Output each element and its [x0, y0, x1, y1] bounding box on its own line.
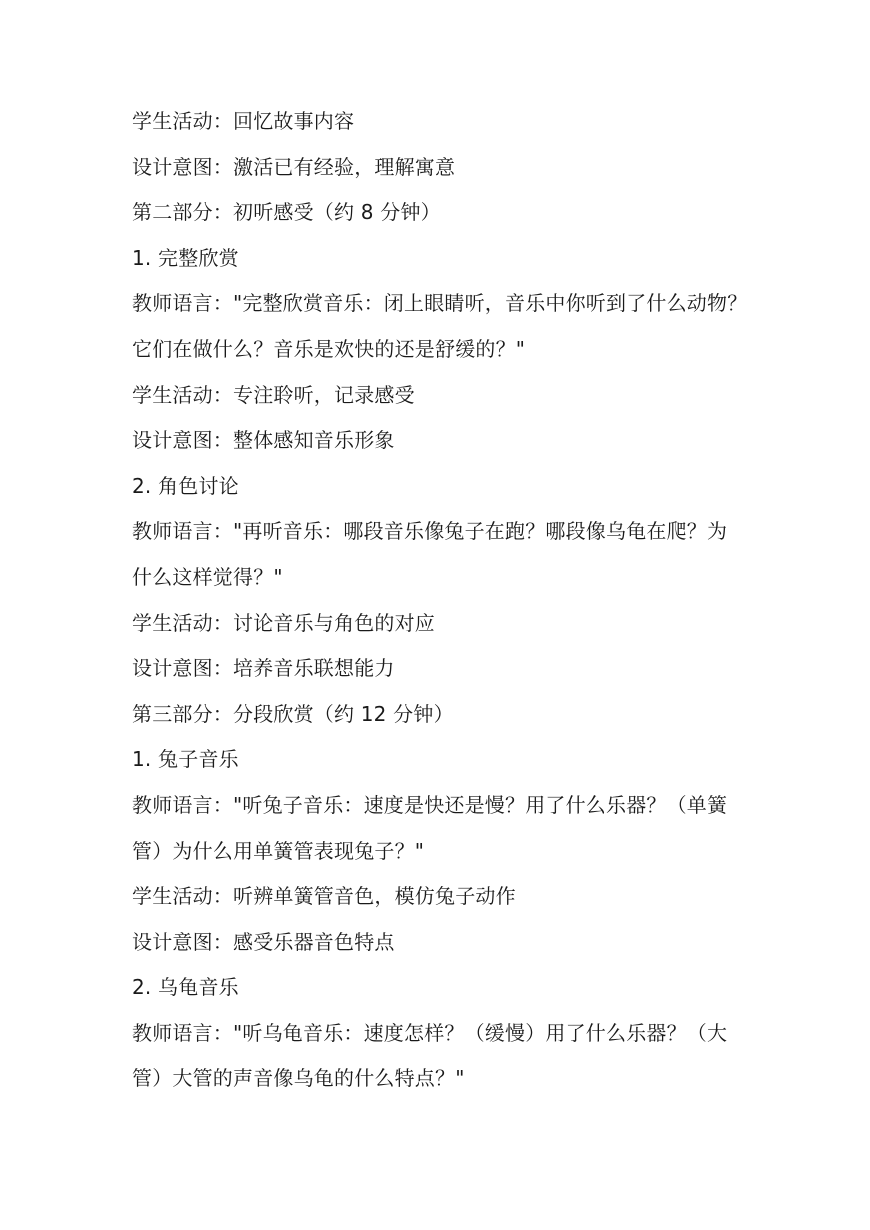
line-gap: [132, 315, 744, 338]
paragraph-line: 教师语言："听兔子音乐：速度是快还是慢？用了什么乐器？（单簧: [132, 792, 728, 817]
numbered-item: 1. 兔子音乐: [132, 747, 239, 772]
line-gap: [132, 862, 744, 885]
line-gap: [132, 361, 744, 384]
paragraph-line: 学生活动：听辨单簧管音色，模仿兔子动作: [132, 884, 516, 909]
line-gap: [132, 771, 744, 794]
paragraph-line: 教师语言："完整欣赏音乐：闭上眼睛听，音乐中你听到了什么动物？: [132, 291, 748, 316]
paragraph-line: 设计意图：培养音乐联想能力: [132, 656, 395, 681]
paragraph-line: 学生活动：回忆故事内容: [132, 109, 355, 133]
line-gap: [132, 589, 744, 612]
section-heading: 第三部分：分段欣赏（约 12 分钟）: [132, 701, 454, 726]
numbered-item: 2. 乌龟音乐: [132, 975, 239, 1000]
paragraph-line: 什么这样觉得？": [132, 564, 283, 589]
line-gap: [132, 224, 744, 247]
paragraph-line: 教师语言："再听音乐：哪段音乐像兔子在跑？哪段像乌龟在爬？为: [132, 519, 728, 544]
line-gap: [132, 406, 744, 429]
line-gap: [132, 498, 744, 521]
paragraph-line: 管）为什么用单簧管表现兔子？": [132, 838, 425, 863]
line-gap: [132, 452, 744, 475]
line-gap: [132, 178, 744, 201]
paragraph-line: 教师语言："听乌龟音乐：速度怎样？（缓慢）用了什么乐器？（大: [132, 1020, 728, 1045]
paragraph-line: 设计意图：整体感知音乐形象: [132, 428, 395, 453]
paragraph-line: 学生活动：讨论音乐与角色的对应: [132, 610, 435, 635]
document-body: [132, 109, 748, 1091]
line-gap: [132, 726, 744, 749]
line-gap: [132, 133, 744, 156]
paragraph-line: 设计意图：激活已有经验，理解寓意: [132, 154, 456, 179]
line-gap: [132, 953, 744, 976]
line-gap: [132, 817, 744, 840]
line-gap: [132, 634, 744, 657]
line-gap: [132, 543, 744, 566]
line-gap: [132, 270, 744, 293]
numbered-item: 2. 角色讨论: [132, 473, 239, 498]
line-gap: [132, 908, 744, 931]
line-gap: [132, 999, 744, 1022]
line-gap: [132, 680, 744, 703]
section-heading: 第二部分：初听感受（约 8 分钟）: [132, 200, 441, 225]
line-gap: [132, 1045, 744, 1068]
paragraph-line: 它们在做什么？音乐是欢快的还是舒缓的？": [132, 336, 526, 361]
paragraph-line: 管）大管的声音像乌龟的什么特点？": [132, 1066, 465, 1091]
numbered-item: 1. 完整欣赏: [132, 245, 239, 270]
paragraph-line: 学生活动：专注聆听，记录感受: [132, 382, 415, 407]
paragraph-line: 设计意图：感受乐器音色特点: [132, 929, 395, 954]
